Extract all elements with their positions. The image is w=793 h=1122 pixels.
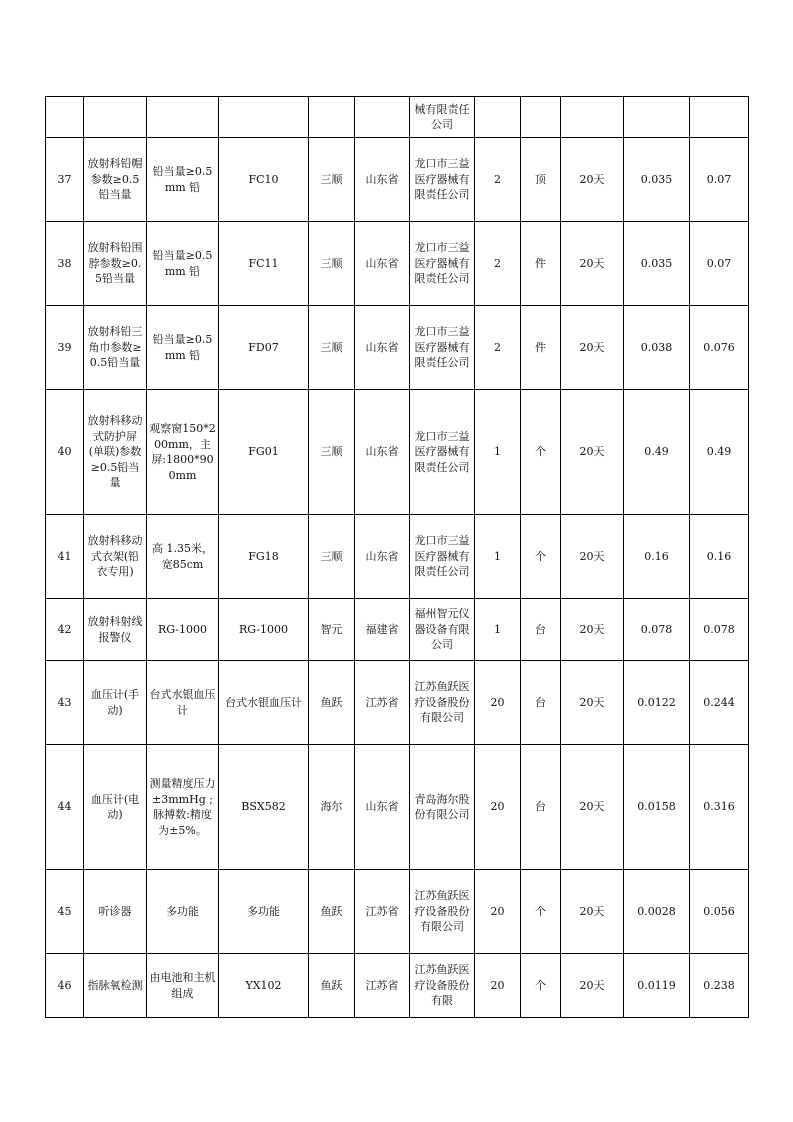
cell-qty: 1: [475, 390, 521, 515]
cell-origin: 山东省: [355, 515, 410, 599]
cell-total: 0.244: [690, 661, 749, 745]
cell-spec: 多功能: [147, 870, 219, 954]
cell-spec: 高 1.35米，宽85cm: [147, 515, 219, 599]
cell-spec: 台式水银血压计: [147, 661, 219, 745]
cell-qty: 2: [475, 222, 521, 306]
cell-total: 0.316: [690, 745, 749, 870]
cell-name: 放射科铅三角巾参数≥0.5铅当量: [84, 306, 147, 390]
table-row: [46, 599, 749, 661]
cell-spec: 测量精度压力±3mmHg ;脉搏数:精度为±5%。: [147, 745, 219, 870]
cell-delivery: 20天: [561, 870, 624, 954]
cell-origin: [355, 97, 410, 138]
equipment-quote-table: [45, 96, 749, 1018]
cell-brand: 三顺: [309, 306, 355, 390]
table-row: [46, 515, 749, 599]
cell-unit-price: 0.0158: [624, 745, 690, 870]
cell-unit: 顶: [521, 138, 561, 222]
cell-unit-price: [624, 97, 690, 138]
cell-qty: 20: [475, 745, 521, 870]
cell-unit-price: 0.16: [624, 515, 690, 599]
cell-model: 多功能: [219, 870, 309, 954]
cell-name: 血压计(电动): [84, 745, 147, 870]
cell-qty: 20: [475, 661, 521, 745]
cell-supplier: 福州智元仪器设备有限公司: [410, 599, 475, 661]
cell-brand: 三顺: [309, 390, 355, 515]
cell-unit: 台: [521, 599, 561, 661]
cell-model: FC11: [219, 222, 309, 306]
cell-qty: 1: [475, 599, 521, 661]
cell-unit: 个: [521, 515, 561, 599]
cell-qty: 2: [475, 306, 521, 390]
cell-origin: 山东省: [355, 745, 410, 870]
cell-unit: 件: [521, 222, 561, 306]
cell-spec: [147, 97, 219, 138]
cell-name: 放射科铅帽参数≥0.5铅当量: [84, 138, 147, 222]
cell-unit-price: 0.038: [624, 306, 690, 390]
cell-origin: 山东省: [355, 306, 410, 390]
cell-supplier: 龙口市三益医疗器械有限责任公司: [410, 390, 475, 515]
cell-unit-price: 0.0028: [624, 870, 690, 954]
cell-no: 39: [46, 306, 84, 390]
cell-spec: 由电池和主机组成: [147, 954, 219, 1018]
cell-qty: [475, 97, 521, 138]
cell-name: 听诊器: [84, 870, 147, 954]
cell-total: 0.078: [690, 599, 749, 661]
cell-total: 0.49: [690, 390, 749, 515]
cell-model: 台式水银血压计: [219, 661, 309, 745]
cell-delivery: 20天: [561, 954, 624, 1018]
cell-total: 0.056: [690, 870, 749, 954]
cell-spec: 观察窗150*200mm，主屏:1800*900mm: [147, 390, 219, 515]
cell-qty: 20: [475, 870, 521, 954]
cell-model: BSX582: [219, 745, 309, 870]
cell-delivery: 20天: [561, 745, 624, 870]
cell-qty: 2: [475, 138, 521, 222]
cell-unit: 件: [521, 306, 561, 390]
cell-supplier: 龙口市三益医疗器械有限责任公司: [410, 306, 475, 390]
table-row: [46, 390, 749, 515]
cell-model: FD07: [219, 306, 309, 390]
cell-supplier: 江苏鱼跃医疗设备股份有限公司: [410, 870, 475, 954]
cell-origin: 江苏省: [355, 661, 410, 745]
cell-no: 40: [46, 390, 84, 515]
cell-delivery: 20天: [561, 222, 624, 306]
cell-delivery: 20天: [561, 515, 624, 599]
cell-model: YX102: [219, 954, 309, 1018]
cell-unit-price: 0.078: [624, 599, 690, 661]
cell-unit: 台: [521, 745, 561, 870]
table-row: [46, 661, 749, 745]
cell-unit-price: 0.0122: [624, 661, 690, 745]
cell-unit-price: 0.0119: [624, 954, 690, 1018]
cell-origin: 山东省: [355, 222, 410, 306]
cell-origin: 山东省: [355, 390, 410, 515]
cell-name: 指脉氧检测: [84, 954, 147, 1018]
cell-no: 42: [46, 599, 84, 661]
cell-brand: 鱼跃: [309, 661, 355, 745]
cell-name: [84, 97, 147, 138]
cell-delivery: [561, 97, 624, 138]
cell-unit: [521, 97, 561, 138]
cell-brand: 三顺: [309, 515, 355, 599]
cell-name: 放射科移动式防护屏(单联)参数≥0.5铅当量: [84, 390, 147, 515]
table-row: [46, 870, 749, 954]
cell-model: FG01: [219, 390, 309, 515]
cell-name: 血压计(手动): [84, 661, 147, 745]
table-row: [46, 138, 749, 222]
cell-brand: 智元: [309, 599, 355, 661]
cell-unit-price: 0.035: [624, 222, 690, 306]
cell-no: 41: [46, 515, 84, 599]
cell-origin: 福建省: [355, 599, 410, 661]
table-body: [46, 97, 749, 1018]
cell-supplier: 江苏鱼跃医疗设备股份有限公司: [410, 661, 475, 745]
cell-brand: 三顺: [309, 222, 355, 306]
cell-unit: 台: [521, 661, 561, 745]
cell-total: 0.07: [690, 138, 749, 222]
cell-model: [219, 97, 309, 138]
table-row: [46, 306, 749, 390]
cell-spec: 铅当量≥0.5mm 铅: [147, 222, 219, 306]
cell-qty: 1: [475, 515, 521, 599]
cell-unit: 个: [521, 390, 561, 515]
cell-model: FC10: [219, 138, 309, 222]
cell-no: 45: [46, 870, 84, 954]
cell-supplier: 龙口市三益医疗器械有限责任公司: [410, 222, 475, 306]
cell-origin: 山东省: [355, 138, 410, 222]
cell-delivery: 20天: [561, 599, 624, 661]
cell-brand: [309, 97, 355, 138]
cell-no: 46: [46, 954, 84, 1018]
cell-spec: RG-1000: [147, 599, 219, 661]
cell-no: [46, 97, 84, 138]
cell-total: 0.238: [690, 954, 749, 1018]
cell-supplier: 械有限责任公司: [410, 97, 475, 138]
cell-brand: 三顺: [309, 138, 355, 222]
cell-supplier: 青岛海尔股份有限公司: [410, 745, 475, 870]
table-row: [46, 745, 749, 870]
cell-total: 0.16: [690, 515, 749, 599]
cell-qty: 20: [475, 954, 521, 1018]
cell-no: 37: [46, 138, 84, 222]
cell-name: 放射科移动式衣架(铅衣专用): [84, 515, 147, 599]
cell-supplier: 龙口市三益医疗器械有限责任公司: [410, 138, 475, 222]
cell-delivery: 20天: [561, 390, 624, 515]
cell-brand: 海尔: [309, 745, 355, 870]
table-row: [46, 97, 749, 138]
cell-no: 38: [46, 222, 84, 306]
cell-unit: 个: [521, 870, 561, 954]
cell-supplier: 江苏鱼跃医疗设备股份有限: [410, 954, 475, 1018]
cell-delivery: 20天: [561, 138, 624, 222]
cell-unit: 个: [521, 954, 561, 1018]
cell-unit-price: 0.49: [624, 390, 690, 515]
table-row: [46, 222, 749, 306]
cell-origin: 江苏省: [355, 870, 410, 954]
cell-name: 放射科射线报警仪: [84, 599, 147, 661]
cell-delivery: 20天: [561, 661, 624, 745]
cell-model: FG18: [219, 515, 309, 599]
cell-total: 0.076: [690, 306, 749, 390]
cell-no: 43: [46, 661, 84, 745]
cell-total: 0.07: [690, 222, 749, 306]
cell-origin: 江苏省: [355, 954, 410, 1018]
cell-name: 放射科铅围脖参数≥0.5铅当量: [84, 222, 147, 306]
cell-model: RG-1000: [219, 599, 309, 661]
cell-brand: 鱼跃: [309, 954, 355, 1018]
cell-total: [690, 97, 749, 138]
cell-brand: 鱼跃: [309, 870, 355, 954]
table-row: [46, 954, 749, 1018]
cell-delivery: 20天: [561, 306, 624, 390]
cell-spec: 铅当量≥0.5mm 铅: [147, 306, 219, 390]
cell-supplier: 龙口市三益医疗器械有限责任公司: [410, 515, 475, 599]
cell-spec: 铅当量≥0.5mm 铅: [147, 138, 219, 222]
cell-unit-price: 0.035: [624, 138, 690, 222]
cell-no: 44: [46, 745, 84, 870]
